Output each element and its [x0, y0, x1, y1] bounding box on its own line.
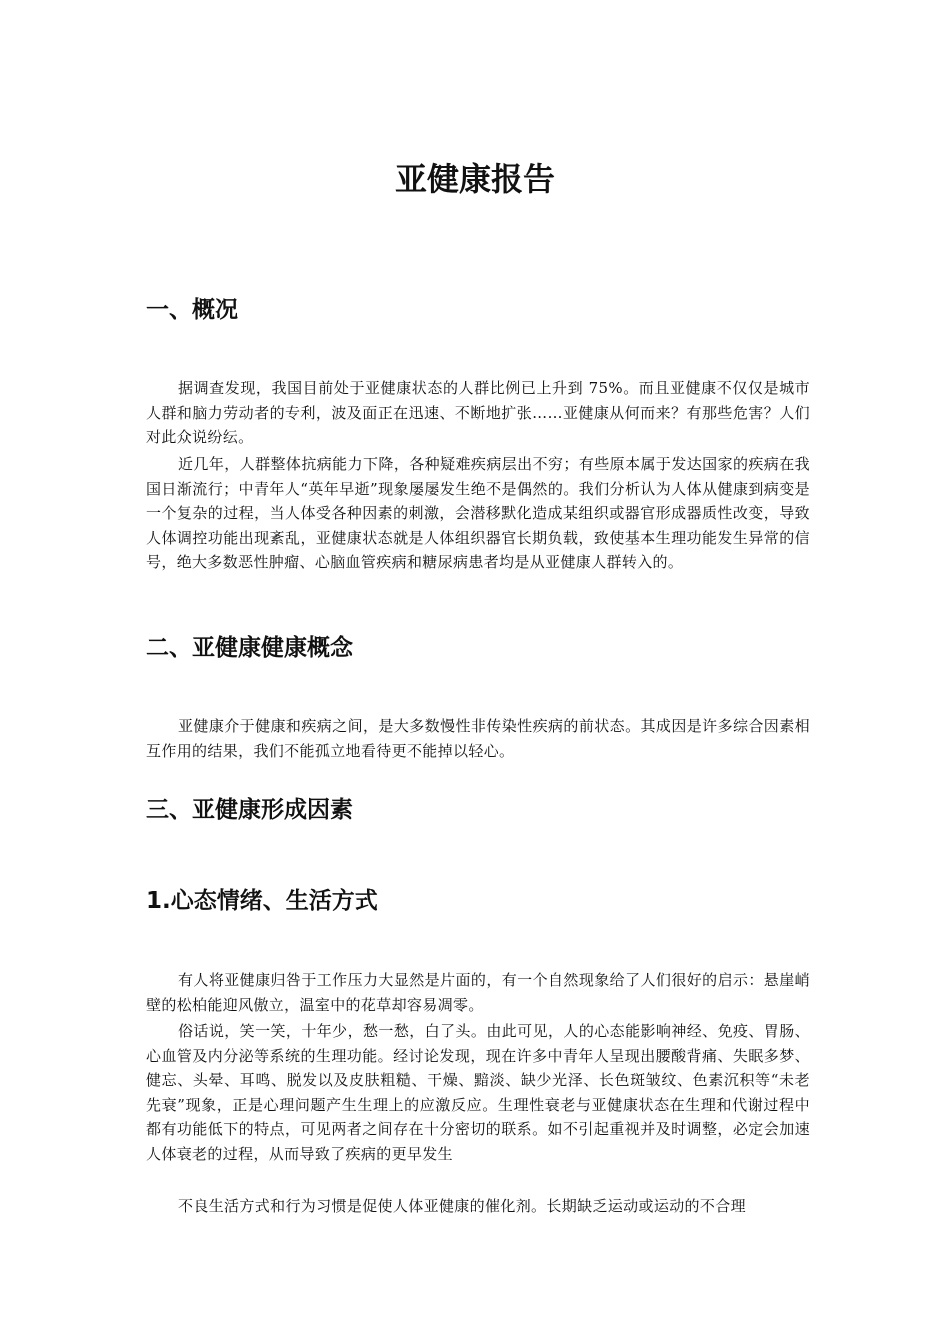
- document-title: 亚健康报告: [394, 160, 555, 198]
- paragraph-mood: 俗话说，笑一笑，十年少，愁一愁，白了头。由此可见，人的心态能影响神经、免疫、胃肠、心血管及内分泌等系统的生理功能。经讨论发现，现在许多中青年人呈现出腰酸背痛、失眠多梦、健忘、头晕、耳鸣、脱发以及皮肤粗糙、干燥、黯淡、缺少光泽、长色斑皱纹、色素沉积等“未老先衰”现象，正是心理问题产生生理上的应激反应。生理性衰老与亚健康状态在生理和代谢过程中都有功能低下的特点，可见两者之间存在十分密切的联系。如不引起重视并及时调整，必定会加速人体衰老的过程，从而导致了疾病的更早发生: [146, 1022, 810, 1163]
- paragraph-survey: 据调查发现，我国目前处于亚健康状态的人群比例已上升到 75%。而且亚健康不仅仅是城市人群和脑力劳动者的专利，波及面正在迅速、不断地扩张……亚健康从何而来？有那些危害？人们对此众说纷纭。: [146, 379, 810, 447]
- paragraph-stress: 有人将亚健康归咎于工作压力大显然是片面的，有一个自然现象给了人们很好的启示：悬崖峭壁的松柏能迎风傲立，温室中的花草却容易凋零。: [146, 971, 810, 1014]
- section-heading-concept: 二、亚健康健康概念: [146, 635, 353, 661]
- paragraph-concept: 亚健康介于健康和疾病之间，是大多数慢性非传染性疾病的前状态。其成因是许多综合因素相互作用的结果，我们不能孤立地看待更不能掉以轻心。: [146, 717, 810, 760]
- paragraph-recent-years: 近几年，人群整体抗病能力下降，各种疑难疾病层出不穷；有些原本属于发达国家的疾病在我国日渐流行；中青年人“英年早逝”现象屡屡发生绝不是偶然的。我们分析认为人体从健康到病变是一个复杂的过程，当人体受各种因素的刺激，会潜移默化造成某组织或器官形成器质性改变，导致人体调控功能出现紊乱，亚健康状态就是人体组织器官长期负载，致使基本生理功能发生异常的信号，绝大多数恶性肿瘤、心脑血管疾病和糖尿病患者均是从亚健康人群转入的。: [146, 455, 810, 572]
- section-heading-factors: 三、亚健康形成因素: [146, 797, 353, 823]
- paragraph-lifestyle: 不良生活方式和行为习惯是促使人体亚健康的催化剂。长期缺乏运动或运动的不合理: [178, 1197, 746, 1215]
- section-heading-overview: 一、概况: [146, 297, 238, 323]
- subsection-heading-mood-lifestyle: 1.心态情绪、生活方式: [146, 888, 378, 914]
